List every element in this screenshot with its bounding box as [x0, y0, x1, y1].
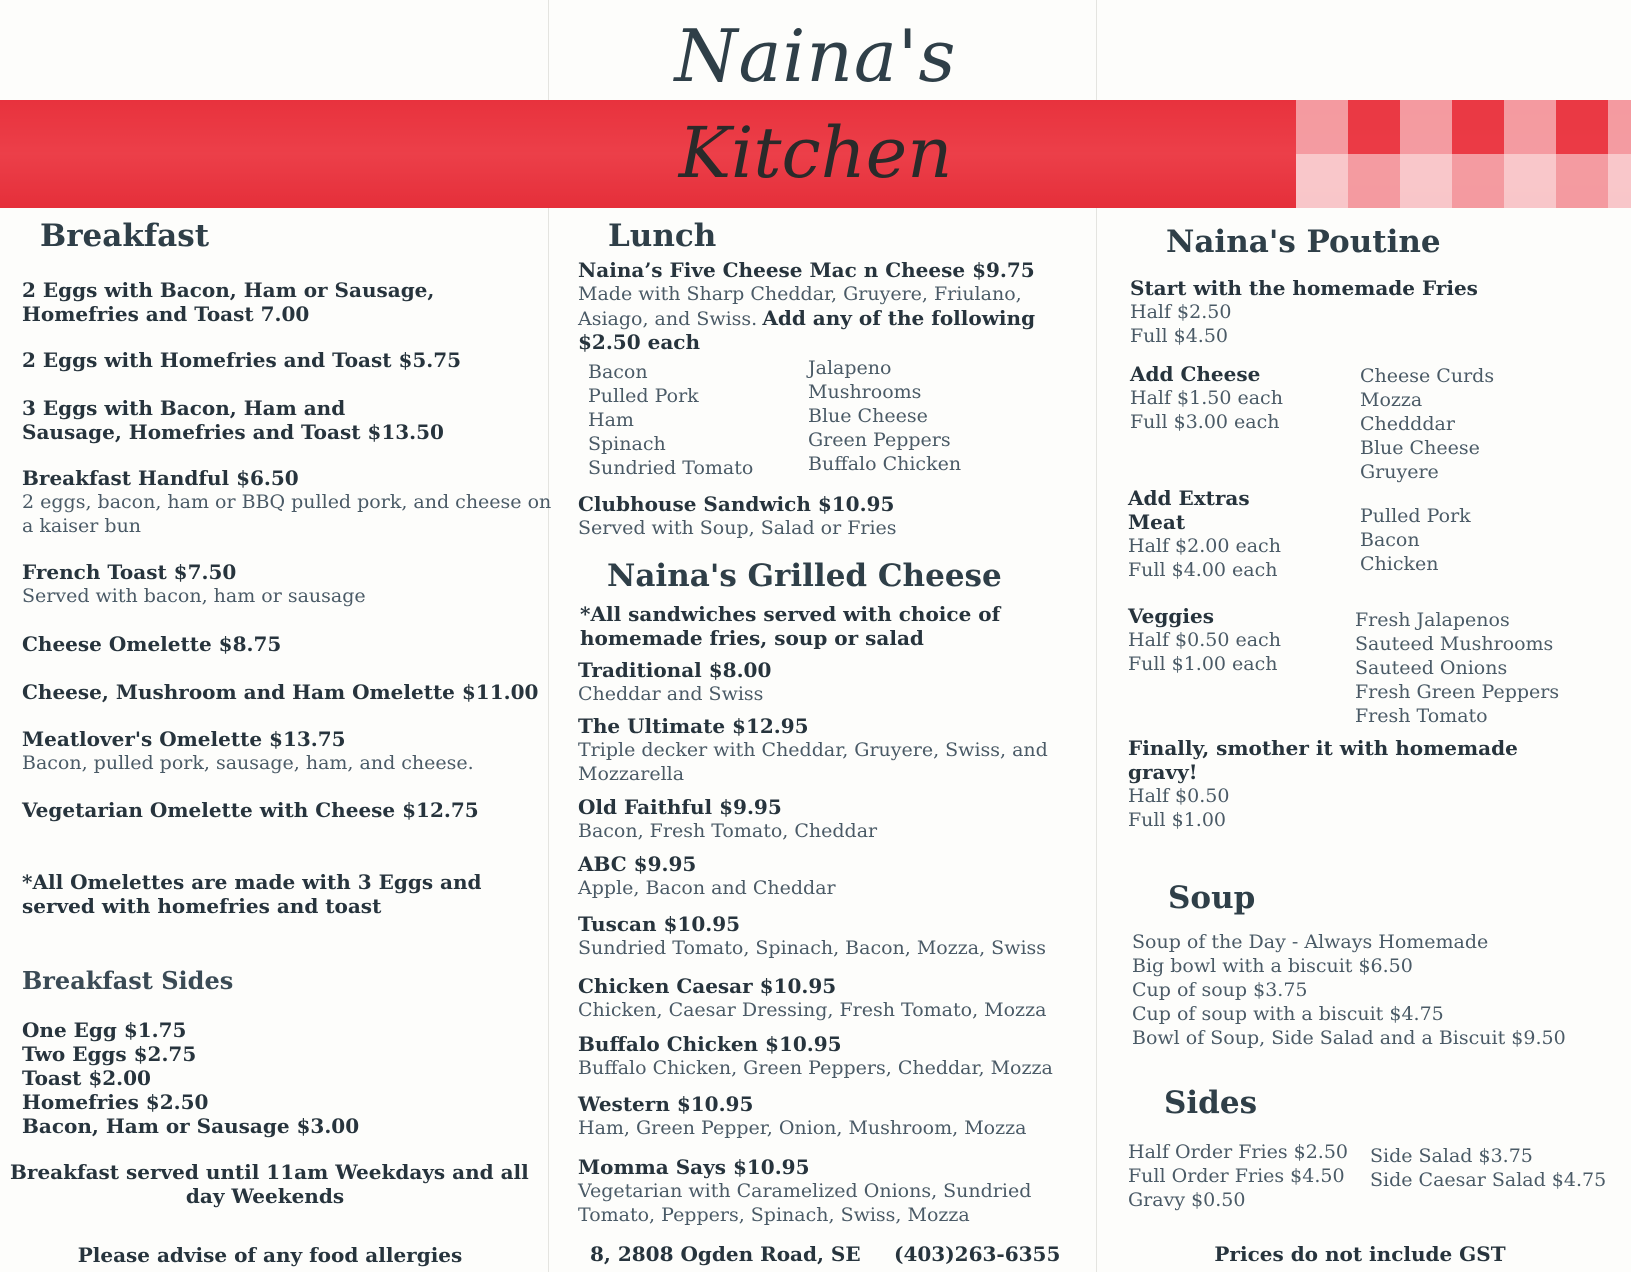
menu-item-name: 2 Eggs with Homefries and Toast $5.75 [22, 348, 462, 372]
grilled-cheese-title: Naina's Grilled Cheese [607, 558, 1002, 594]
price-line: Half $2.00 each [1128, 535, 1281, 557]
allergy-note: Please advise of any food allergies [77, 1243, 463, 1267]
menu-item-desc: Bacon, pulled pork, sausage, ham, and cheese. [22, 752, 474, 774]
restaurant-name: Naina's [674, 14, 957, 98]
grilled-note: *All sandwiches served with choice of [580, 602, 1001, 626]
addon-item: Spinach [588, 433, 666, 455]
gravy-note: Finally, smother it with homemade [1128, 736, 1518, 760]
cheese-item: Mozza [1360, 389, 1423, 411]
menu-item-desc: Served with bacon, ham or sausage [22, 585, 366, 607]
meat-item: Bacon [1360, 529, 1420, 551]
menu-item-desc: Apple, Bacon and Cheddar [578, 877, 836, 899]
addons-left [588, 360, 753, 480]
veggie-item: Sauteed Onions [1355, 657, 1508, 679]
menu-item-desc: Triple decker with Cheddar, Gruyere, Swiss, and [578, 739, 1048, 761]
menu-item-name: 2 Eggs with Bacon, Ham or Sausage, [22, 278, 435, 302]
meat-list [1360, 504, 1471, 576]
side-item: Bacon, Ham or Sausage $3.00 [22, 1114, 360, 1138]
menu-item-name: ABC $9.95 [578, 852, 697, 876]
menu-item-name: Naina’s Five Cheese Mac n Cheese $9.75 [578, 258, 1035, 282]
soup-list [1132, 930, 1566, 1050]
omelette-note: *All Omelettes are made with 3 Eggs and [22, 870, 482, 894]
side-item: Side Salad $3.75 [1370, 1145, 1533, 1167]
side-item: Homefries $2.50 [22, 1090, 209, 1114]
side-item: Two Eggs $2.75 [22, 1042, 197, 1066]
breakfast-hours: Breakfast served until 11am Weekdays and all [10, 1160, 529, 1184]
menu-item-desc: Made with Sharp Cheddar, Gruyere, Friulano, [578, 283, 1022, 305]
soup-item: Cup of soup $3.75 [1132, 979, 1308, 1001]
addon-item: Buffalo Chicken [808, 453, 962, 475]
veggie-item: Fresh Tomato [1355, 705, 1488, 727]
sides-title: Sides [1164, 1085, 1258, 1121]
grilled-note: homemade fries, soup or salad [580, 626, 924, 650]
menu-item-desc: Chicken, Caesar Dressing, Fresh Tomato, Mozza [578, 999, 1047, 1021]
add-cheese-title: Add Cheese [1130, 362, 1261, 386]
sides-left [1128, 1140, 1348, 1212]
addon-item: Ham [588, 409, 634, 431]
menu-item-name: Sausage, Homefries and Toast $13.50 [22, 420, 444, 444]
veggie-item: Fresh Jalapenos [1355, 609, 1510, 631]
soup-item: Cup of soup with a biscuit $4.75 [1132, 1003, 1444, 1025]
menu-item-desc: Ham, Green Pepper, Onion, Mushroom, Mozza [578, 1117, 1027, 1139]
omelette-note: served with homefries and toast [22, 894, 382, 918]
menu-item-name: Meatlover's Omelette $13.75 [22, 727, 346, 751]
veggie-list [1355, 608, 1559, 728]
menu-item-desc: Sundried Tomato, Spinach, Bacon, Mozza, Swiss [578, 937, 1047, 959]
poutine-title: Naina's Poutine [1166, 224, 1441, 260]
menu-item-desc: Buffalo Chicken, Green Peppers, Cheddar, Mozza [578, 1057, 1053, 1079]
cheese-item: Gruyere [1360, 461, 1439, 483]
menu-item-name: Momma Says $10.95 [578, 1155, 810, 1179]
meat-title: Meat [1128, 510, 1186, 534]
addon-item: Mushrooms [808, 381, 922, 403]
side-item: Full Order Fries $4.50 [1128, 1165, 1345, 1187]
menu-item-name: Cheese Omelette $8.75 [22, 632, 282, 656]
menu-item-desc: Mozzarella [578, 763, 685, 785]
price-line: Full $3.00 each [1130, 411, 1280, 433]
side-item: One Egg $1.75 [22, 1018, 187, 1042]
breakfast-title: Breakfast [40, 218, 210, 254]
gst-note: Prices do not include GST [1214, 1242, 1506, 1266]
addon-price: $2.50 each [578, 330, 700, 354]
breakfast-sides-title: Breakfast Sides [22, 966, 234, 995]
cheese-item: Chedddar [1360, 413, 1455, 435]
menu-item-name: Western $10.95 [578, 1092, 754, 1116]
meat-item: Chicken [1360, 553, 1439, 575]
poutine-start: Start with the homemade Fries [1130, 276, 1478, 300]
addon-item: Bacon [588, 361, 648, 383]
side-item: Half Order Fries $2.50 [1128, 1141, 1349, 1163]
addon-item: Green Peppers [808, 429, 951, 451]
addon-note: Add any of the following [762, 306, 1036, 330]
menu-item-desc: Bacon, Fresh Tomato, Cheddar [578, 820, 878, 842]
gravy-note: gravy! [1128, 760, 1198, 784]
price-line: Full $4.50 [1130, 325, 1229, 347]
address: 8, 2808 Ogden Road, SE [590, 1242, 861, 1266]
soup-title: Soup [1168, 880, 1256, 916]
menu-item-name: Old Faithful $9.95 [578, 795, 782, 819]
price-line: Full $1.00 [1128, 809, 1227, 831]
restaurant-name-kitchen: Kitchen [678, 112, 953, 194]
menu-item-name: Vegetarian Omelette with Cheese $12.75 [22, 798, 479, 822]
price-line: Half $1.50 each [1130, 387, 1283, 409]
menu-item-desc: Cheddar and Swiss [578, 683, 764, 705]
cheese-list [1360, 364, 1494, 484]
menu-item-name: Chicken Caesar $10.95 [578, 974, 837, 998]
menu-item-name: Buffalo Chicken $10.95 [578, 1032, 842, 1056]
side-item: Side Caesar Salad $4.75 [1370, 1169, 1607, 1191]
cheese-item: Cheese Curds [1360, 365, 1495, 387]
meat-item: Pulled Pork [1360, 505, 1471, 527]
add-extras-title: Add Extras [1128, 486, 1250, 510]
menu-item-name: Cheese, Mushroom and Ham Omelette $11.00 [22, 680, 539, 704]
addons-right [808, 356, 961, 476]
menu-item-desc: Served with Soup, Salad or Fries [578, 517, 897, 539]
lunch-title: Lunch [608, 218, 717, 254]
addon-item: Pulled Pork [588, 385, 699, 407]
menu-item-name: French Toast $7.50 [22, 560, 237, 584]
menu-item-name: Tuscan $10.95 [578, 912, 741, 936]
menu-item-name: Traditional $8.00 [578, 658, 772, 682]
cheese-item: Blue Cheese [1360, 437, 1480, 459]
price-line: Half $0.50 each [1128, 629, 1281, 651]
veggie-item: Sauteed Mushrooms [1355, 633, 1554, 655]
menu-item-desc: 2 eggs, bacon, ham or BBQ pulled pork, and cheese on [22, 491, 552, 513]
addon-item: Blue Cheese [808, 405, 928, 427]
menu-item-desc: Tomato, Peppers, Spinach, Swiss, Mozza [578, 1204, 970, 1226]
price-line: Half $2.50 [1130, 301, 1232, 323]
price-line: Full $4.00 each [1128, 559, 1278, 581]
soup-item: Bowl of Soup, Side Salad and a Biscuit $9.50 [1132, 1027, 1566, 1049]
soup-item: Soup of the Day - Always Homemade [1132, 931, 1489, 953]
menu-item-name: Homefries and Toast 7.00 [22, 302, 310, 326]
menu-item-desc: a kaiser bun [22, 515, 142, 537]
mac-desc-line [578, 306, 1035, 331]
sides-right [1370, 1144, 1606, 1192]
addon-item: Sundried Tomato [588, 457, 754, 479]
menu-item-name: The Ultimate $12.95 [578, 714, 809, 738]
menu-item-name: Clubhouse Sandwich $10.95 [578, 492, 895, 516]
menu-item-desc: Vegetarian with Caramelized Onions, Sundried [578, 1180, 1032, 1202]
phone: (403)263-6355 [894, 1242, 1061, 1266]
menu-item-name: Breakfast Handful $6.50 [22, 466, 299, 490]
soup-item: Big bowl with a biscuit $6.50 [1132, 955, 1413, 977]
veggies-title: Veggies [1128, 604, 1214, 628]
breakfast-hours: day Weekends [185, 1184, 345, 1208]
menu-item-desc: Asiago, and Swiss. [578, 308, 758, 330]
price-line: Full $1.00 each [1128, 653, 1278, 675]
side-item: Gravy $0.50 [1128, 1189, 1246, 1211]
price-line: Half $0.50 [1128, 785, 1230, 807]
menu-item-name: 3 Eggs with Bacon, Ham and [22, 396, 346, 420]
veggie-item: Fresh Green Peppers [1355, 681, 1560, 703]
addon-item: Jalapeno [808, 357, 892, 379]
side-item: Toast $2.00 [22, 1066, 151, 1090]
